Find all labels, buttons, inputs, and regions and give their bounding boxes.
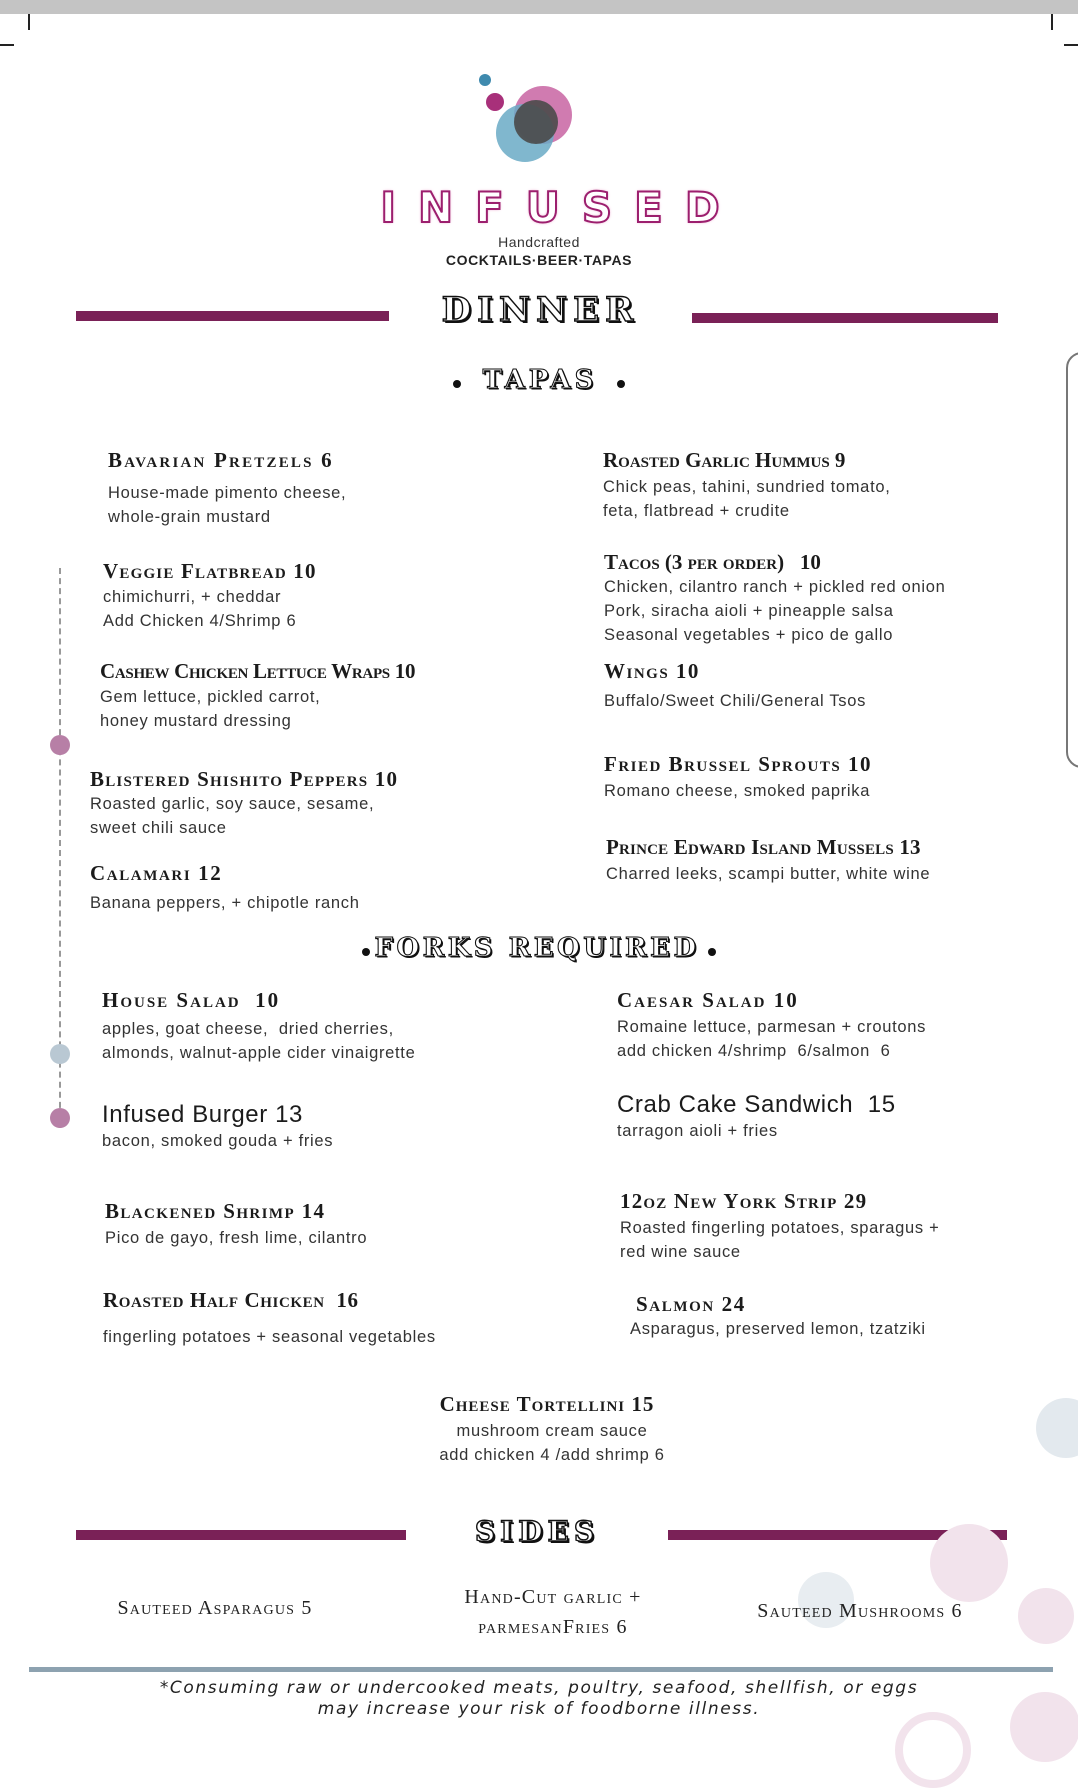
item-desc: apples, goat cheese, dried cherries, (102, 1020, 394, 1038)
item-desc: Chick peas, tahini, sundried tomato, (603, 478, 891, 496)
item-desc: add chicken 4 /add shrimp 6 (439, 1446, 665, 1464)
timeline-dot-icon (50, 735, 70, 755)
tapas-heading (0, 365, 1078, 395)
item-name: Infused Burger 13 (102, 1101, 303, 1128)
item-name: Wings 10 (604, 659, 700, 683)
decorative-circle-icon (1018, 1588, 1074, 1644)
decorative-circle-icon (930, 1524, 1008, 1602)
decorative-circle-icon (895, 1712, 971, 1788)
item-desc: Seasonal vegetables + pico de gallo (604, 626, 894, 644)
dot-bullet-icon (708, 948, 716, 956)
timeline-dot-icon (50, 1044, 70, 1064)
dot-bullet-icon (453, 380, 461, 388)
footer-rule (29, 1667, 1053, 1672)
item-name: Roasted Half Chicken 16 (103, 1288, 359, 1312)
right-edge-tab (1066, 352, 1078, 768)
item-desc: Charred leeks, scampi butter, white wine (606, 865, 931, 883)
menu-item (90, 861, 360, 915)
item-desc: bacon, smoked gouda + fries (102, 1132, 334, 1150)
sides-title: SIDES (474, 1515, 600, 1548)
menu-item (630, 1292, 926, 1341)
side-item-line: Hand-Cut garlic + (464, 1586, 642, 1608)
menu-item (0, 1392, 1078, 1467)
item-desc: feta, flatbread + crudite (603, 502, 790, 520)
menu-item (617, 988, 926, 1063)
item-name: Cashew Chicken Lettuce Wraps 10 (100, 659, 416, 683)
crop-mark-tl (28, 14, 30, 30)
brand-tagline-2: COCKTAILS·BEER·TAPAS (445, 252, 633, 268)
item-name: Roasted Garlic Hummus 9 (603, 448, 846, 472)
brand-tagline-1: Handcrafted (498, 234, 580, 250)
item-name: Calamari 12 (90, 861, 223, 885)
forks-title: FORKS REQUIRED (374, 933, 700, 963)
item-desc: whole-grain mustard (108, 508, 271, 526)
forks-heading (0, 933, 1078, 963)
item-name: Cheese Tortellini 15 (439, 1392, 655, 1416)
item-name: 12oz New York Strip 29 (620, 1189, 868, 1213)
menu-item (100, 659, 415, 733)
item-desc: tarragon aioli + fries (617, 1122, 778, 1140)
crop-mark-tr-h (1064, 44, 1078, 46)
item-desc: chimichurri, + cheddar (103, 588, 282, 606)
footnote-line-2: may increase your risk of foodborne illness. (317, 1699, 761, 1719)
menu-item (617, 1091, 896, 1143)
menu-item (606, 835, 930, 886)
item-desc: Romano cheese, smoked paprika (604, 782, 871, 800)
item-desc: Gem lettuce, pickled carrot, (100, 688, 321, 706)
menu-item (105, 1199, 367, 1250)
item-desc: Roasted garlic, soy sauce, sesame, (90, 795, 375, 813)
item-desc: Banana peppers, + chipotle ranch (90, 894, 360, 912)
logo-bubbles-icon (470, 70, 580, 170)
item-name: Prince Edward Island Mussels 13 (606, 835, 921, 859)
sides-rule-left (76, 1530, 406, 1540)
item-desc: House-made pimento cheese, (108, 484, 347, 502)
timeline-dot-icon (50, 1108, 70, 1128)
item-name: Blistered Shishito Peppers 10 (90, 767, 399, 791)
crop-mark-tl-h (0, 44, 14, 46)
dinner-rule-right (692, 313, 998, 323)
item-desc: Add Chicken 4/Shrimp 6 (103, 612, 297, 630)
side-item (700, 1596, 1020, 1626)
tapas-title: TAPAS (482, 365, 598, 395)
item-desc: Pork, siracha aioli + pineapple salsa (604, 602, 894, 620)
crop-mark-tr (1051, 14, 1053, 30)
menu-item (603, 448, 891, 523)
item-name: Salmon 24 (636, 1292, 746, 1316)
menu-item (604, 550, 945, 647)
item-desc: Asparagus, preserved lemon, tzatziki (630, 1320, 926, 1338)
brand-name: INFUSED (380, 183, 742, 232)
item-desc: almonds, walnut-apple cider vinaigrette (102, 1044, 416, 1062)
side-item (400, 1582, 706, 1642)
item-name: Fried Brussel Sprouts 10 (604, 752, 872, 776)
item-desc: red wine sauce (620, 1243, 741, 1261)
item-name: Bavarian Pretzels 6 (108, 448, 334, 472)
item-desc: add chicken 4/shrimp 6/salmon 6 (617, 1042, 891, 1060)
menu-item (90, 767, 398, 840)
item-name: House Salad 10 (102, 988, 281, 1012)
side-item-line: Sauteed Mushrooms 6 (757, 1600, 963, 1622)
top-bar (0, 0, 1078, 14)
item-name: Blackened Shrimp 14 (105, 1199, 326, 1223)
item-desc: Buffalo/Sweet Chili/General Tsos (604, 692, 867, 710)
item-desc: mushroom cream sauce (456, 1422, 648, 1440)
item-name: Crab Cake Sandwich 15 (617, 1091, 896, 1118)
menu-item (103, 1288, 436, 1349)
menu-title: DINNER (441, 290, 640, 330)
menu-item (604, 659, 866, 713)
menu-item (102, 1101, 333, 1153)
side-item (60, 1593, 370, 1623)
side-item-line: parmesanFries 6 (478, 1616, 628, 1638)
item-desc: Chicken, cilantro ranch + pickled red onion (604, 578, 946, 596)
menu-item (620, 1189, 939, 1264)
menu-item (108, 448, 346, 529)
item-desc: fingerling potatoes + seasonal vegetables (103, 1328, 436, 1346)
menu-item (604, 752, 872, 803)
item-desc: sweet chili sauce (90, 819, 227, 837)
item-name: Caesar Salad 10 (617, 988, 799, 1012)
item-desc: Romaine lettuce, parmesan + croutons (617, 1018, 927, 1036)
footnote-line-1: *Consuming raw or undercooked meats, poultry, seafood, shellfish, or eggs (159, 1678, 919, 1698)
dot-bullet-icon (362, 948, 370, 956)
dot-bullet-icon (617, 380, 625, 388)
dinner-rule-left (76, 311, 389, 321)
item-name: Veggie Flatbread 10 (103, 559, 317, 583)
item-desc: honey mustard dressing (100, 712, 292, 730)
item-desc: Roasted fingerling potatoes, sparagus + (620, 1219, 940, 1237)
item-desc: Pico de gayo, fresh lime, cilantro (105, 1229, 368, 1247)
side-item-line: Sauteed Asparagus 5 (117, 1597, 313, 1619)
menu-item (102, 988, 415, 1065)
item-name: Tacos (3 per order) 10 (604, 550, 821, 574)
menu-item (103, 559, 317, 633)
